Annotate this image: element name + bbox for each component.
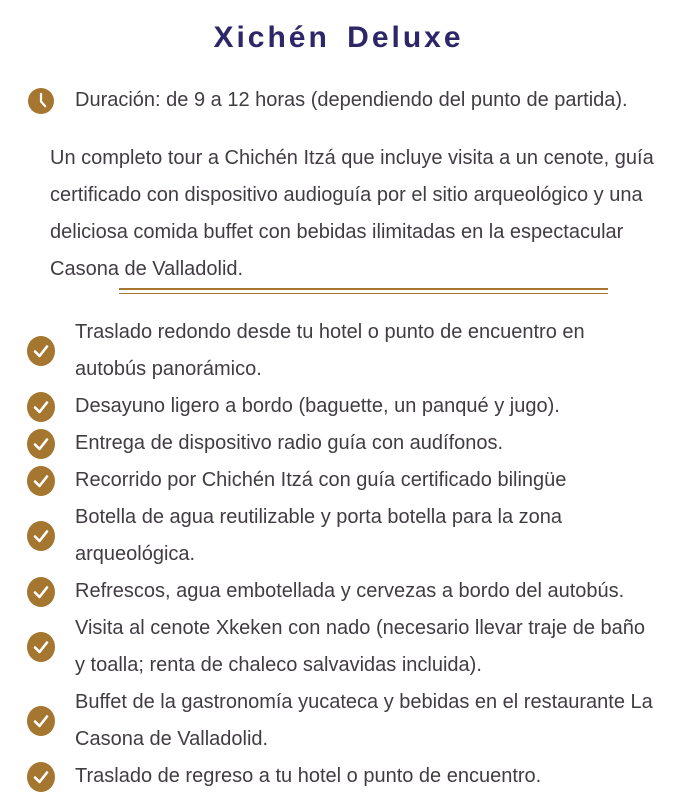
include-item-text: Refrescos, agua embotellada y cervezas a bordo del autobús. — [75, 580, 625, 602]
check-icon — [27, 336, 55, 366]
list-item — [27, 573, 677, 610]
include-item-text: Visita al cenote Xkeken con nado (necesario llevar traje de baño y toalla; renta de chaleco salvavidas incluida). — [75, 617, 645, 676]
include-item-text: Traslado de regreso a tu hotel o punto de encuentro. — [75, 765, 542, 787]
duration-text: Duración: de 9 a 12 horas (dependiendo del punto de partida). — [75, 89, 628, 111]
check-icon — [27, 521, 55, 551]
list-item — [27, 499, 677, 573]
clock-icon — [28, 88, 54, 114]
include-item-text: Traslado redondo desde tu hotel o punto de encuentro en autobús panorámico. — [75, 321, 585, 380]
list-item — [27, 388, 677, 425]
section-divider — [119, 288, 608, 294]
list-item — [27, 758, 677, 795]
list-item — [27, 610, 677, 684]
tour-description: Un completo tour a Chichén Itzá que incluye visita a un cenote, guía certificado con dispositivo audioguía por el sitio arqueológico y una deliciosa comida buffet con bebidas ilimitadas en la espectacular Casona de Valladolid. — [50, 147, 654, 280]
includes-list — [27, 314, 677, 795]
check-icon — [27, 577, 55, 607]
check-icon — [27, 429, 55, 459]
page-title: Xichén Deluxe — [213, 21, 464, 54]
list-item — [27, 462, 677, 499]
include-item-text: Entrega de dispositivo radio guía con audífonos. — [75, 432, 504, 454]
include-item-text: Recorrido por Chichén Itzá con guía certificado bilingüe — [75, 469, 567, 491]
check-icon — [27, 466, 55, 496]
duration-row — [28, 82, 677, 119]
include-item-text: Desayuno ligero a bordo (baguette, un panqué y jugo). — [75, 395, 560, 417]
list-item — [27, 425, 677, 462]
check-icon — [27, 706, 55, 736]
check-icon — [27, 762, 55, 792]
check-icon — [27, 632, 55, 662]
include-item-text: Buffet de la gastronomía yucateca y bebidas en el restaurante La Casona de Valladolid. — [75, 691, 653, 750]
include-item-text: Botella de agua reutilizable y porta botella para la zona arqueológica. — [75, 506, 562, 565]
check-icon — [27, 392, 55, 422]
list-item — [27, 314, 677, 388]
list-item — [27, 684, 677, 758]
